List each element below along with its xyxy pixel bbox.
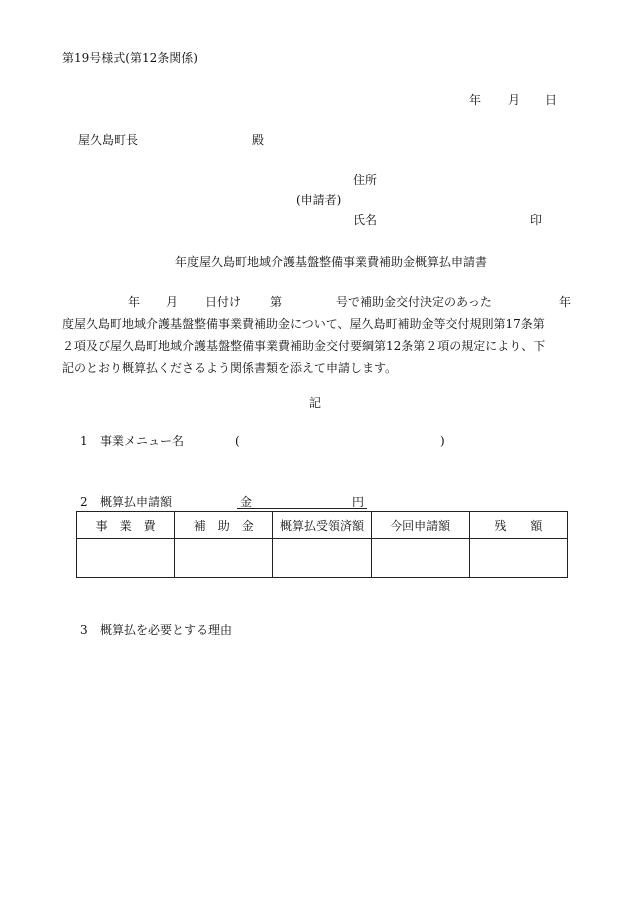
table-cell[interactable] [175,539,273,578]
document-title: 年度屋久島町地域介護基盤整備事業費補助金概算払申請書 [175,255,488,269]
name-label: 氏名 [353,213,378,227]
applicant-role-label: (申請者) [296,193,342,207]
body-year2: 年 [559,295,572,309]
item-1-number: 1 [80,434,88,448]
table-header-cell: 残 額 [469,512,567,539]
form-number: 第19号様式(第12条関係) [62,51,198,65]
addressee-name: 屋久島町長 [78,133,139,147]
table-cell[interactable] [469,539,567,578]
body-rest: 号で補助金交付決定のあった [336,295,492,309]
body-dated: 日付け [205,295,242,309]
body-line-2: 度屋久島町地域介護基盤整備事業費補助金について、屋久島町補助金等交付規則第17条第 [62,317,545,331]
table-header-row [77,512,568,539]
item-1-close-paren: ) [440,434,445,448]
table-cell[interactable] [371,539,469,578]
addressee-honorific: 殿 [252,133,265,147]
item-1-label: 事業メニュー名 [100,434,185,448]
body-paragraph [62,291,570,379]
item-3-label: 概算払を必要とする理由 [100,623,233,637]
ki-heading: 記 [309,396,322,410]
body-line-4: 記のとおり概算払くださるよう関係書類を添えて申請します。 [62,361,398,375]
item-2-number: 2 [80,495,88,509]
table-header-cell: 補 助 金 [175,512,273,539]
item-1-open-paren: ( [235,434,240,448]
table-header-cell: 今回申請額 [371,512,469,539]
date-day: 日 [545,93,558,107]
table-header-cell: 事 業 費 [77,512,175,539]
body-month: 月 [166,295,179,309]
seal-mark: 印 [530,213,543,227]
amount-underline [237,508,367,509]
body-year: 年 [128,295,141,309]
table-row [77,539,568,578]
body-line-3: ２項及び屋久島町地域介護基盤整備事業費補助金交付要綱第12条第２項の規定により、下 [62,339,546,353]
item-3-number: 3 [80,623,88,637]
body-line-1 [62,291,570,313]
amount-table [76,511,568,578]
table-cell[interactable] [273,539,371,578]
item-2-kin: 金 [240,495,253,509]
date-year: 年 [469,93,482,107]
table-cell[interactable] [77,539,175,578]
table-header-cell: 概算払受領済額 [273,512,371,539]
item-2-label: 概算払申請額 [100,495,173,509]
body-dai: 第 [270,295,283,309]
item-2-yen: 円 [352,495,365,509]
date-month: 月 [508,93,521,107]
address-label: 住所 [353,173,378,187]
